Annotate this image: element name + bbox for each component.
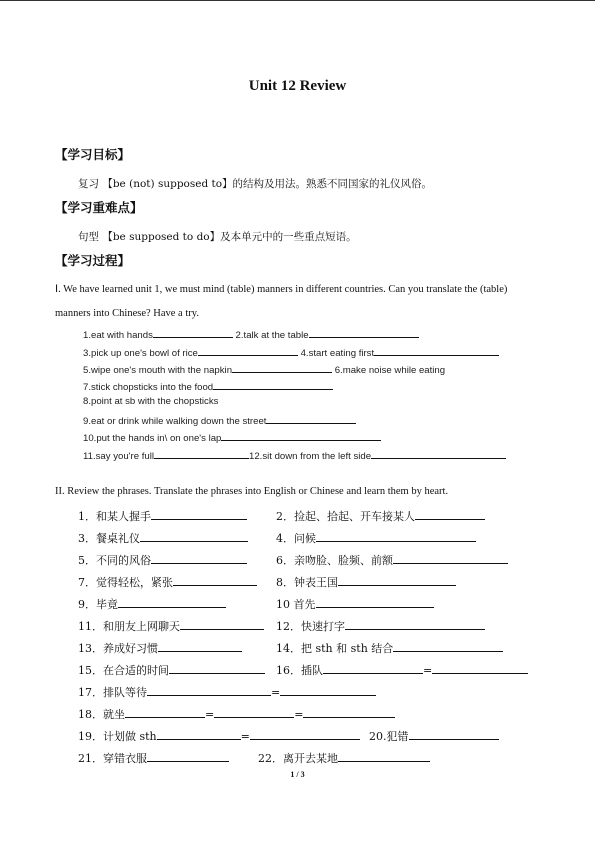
phrase-item: 14．把 sth 和 sth 结合 (276, 640, 503, 656)
answer-blank[interactable] (309, 327, 419, 338)
answer-blank[interactable] (323, 663, 423, 674)
exercise-row: 11.say you're full 12.sit down from the left side (83, 448, 506, 462)
phrase-item: 6．亲吻脸、脸频、前额 (276, 552, 508, 568)
phrase-item: 7．觉得轻松，紧张 (78, 574, 257, 590)
phrase-item: 20.犯错 (369, 728, 499, 744)
phrase-item: 19．计划做 sth = (78, 728, 360, 744)
answer-blank[interactable] (338, 575, 456, 586)
exercise-row: 1.eat with hands 2.talk at the table (83, 327, 419, 341)
answer-blank[interactable] (316, 597, 434, 608)
answer-blank[interactable] (118, 597, 226, 608)
answer-blank[interactable] (280, 685, 376, 696)
phrase-item: 16．插队 = (276, 662, 528, 678)
section-heading-objectives: 【学习目标】 (55, 147, 131, 162)
answer-blank[interactable] (158, 641, 242, 652)
answer-blank[interactable] (214, 707, 294, 718)
answer-blank[interactable] (213, 379, 333, 390)
answer-blank[interactable] (371, 448, 506, 459)
answer-blank[interactable] (198, 345, 298, 356)
answer-blank[interactable] (147, 685, 271, 696)
answer-blank[interactable] (393, 641, 503, 652)
answer-blank[interactable] (221, 430, 381, 441)
exercise-row: 3.pick up one's bowl of rice 4.start eating first (83, 345, 499, 359)
phrase-item: 3．餐桌礼仪 (78, 530, 248, 546)
part2-intro: II. Review the phrases. Translate the phrases into English or Chinese and learn them by heart. (55, 486, 449, 497)
phrase-item: 4．问候 (276, 530, 476, 546)
answer-blank[interactable] (316, 531, 476, 542)
answer-blank[interactable] (393, 553, 508, 564)
phrase-item: 15．在合适的时间 (78, 662, 265, 678)
phrase-item: 9．毕竟 (78, 596, 226, 612)
phrase-item: 17．排队等待 = (78, 684, 376, 700)
phrase-item: 21．穿错衣服 (78, 750, 229, 766)
phrase-item: 12．快速打字 (276, 618, 485, 634)
answer-blank[interactable] (180, 619, 264, 630)
answer-blank[interactable] (266, 413, 356, 424)
answer-blank[interactable] (157, 729, 241, 740)
answer-blank[interactable] (151, 509, 247, 520)
answer-blank[interactable] (303, 707, 395, 718)
answer-blank[interactable] (140, 531, 248, 542)
answer-blank[interactable] (345, 619, 485, 630)
exercise-row: 8.point at sb with the chopsticks (83, 396, 219, 407)
answer-blank[interactable] (338, 751, 430, 762)
answer-blank[interactable] (125, 707, 205, 718)
answer-blank[interactable] (374, 345, 499, 356)
answer-blank[interactable] (173, 575, 257, 586)
answer-blank[interactable] (232, 362, 332, 373)
phrase-item: 5．不同的风俗 (78, 552, 247, 568)
phrase-item: 11．和朋友上网聊天 (78, 618, 264, 634)
exercise-row: 7.stick chopsticks into the food (83, 379, 333, 393)
phrase-item: 10 首先 (276, 596, 434, 612)
answer-blank[interactable] (415, 509, 485, 520)
answer-blank[interactable] (250, 729, 360, 740)
phrase-item: 8．钟表王国 (276, 574, 456, 590)
exercise-row: 9.eat or drink while walking down the street (83, 413, 356, 427)
answer-blank[interactable] (409, 729, 499, 740)
phrase-item: 13．养成好习惯 (78, 640, 242, 656)
phrase-item: 2．捡起、拾起、开车接某人 (276, 508, 485, 524)
page-number: 1 / 3 (290, 770, 305, 779)
top-rule (0, 0, 595, 1)
section-heading-key-points: 【学习重难点】 (55, 200, 143, 215)
section-heading-process: 【学习过程】 (55, 253, 131, 268)
objectives-text: 复习 【be (not) supposed to】的结构及用法。熟悉不同国家的礼仪风俗。 (78, 178, 433, 190)
exercise-row: 5.wipe one's mouth with the napkin 6.make noise while eating (83, 362, 445, 376)
phrase-item: 18．就坐 = = (78, 706, 395, 722)
exercise-row: 10.put the hands in\ on one's lap (83, 430, 381, 444)
phrase-item: 22．离开去某地 (258, 750, 430, 766)
answer-blank[interactable] (169, 663, 265, 674)
page-title: Unit 12 Review (248, 78, 347, 94)
part1-intro: Ⅰ. We have learned unit 1, we must mind (table) manners in different countries. Can you translate the (table) manners into Chinese? Have a try. (55, 284, 508, 319)
phrase-item: 1．和某人握手 (78, 508, 247, 524)
answer-blank[interactable] (154, 448, 249, 459)
answer-blank[interactable] (432, 663, 528, 674)
answer-blank[interactable] (153, 327, 233, 338)
key-points-text: 句型 【be supposed to do】及本单元中的一些重点短语。 (78, 231, 357, 243)
answer-blank[interactable] (147, 751, 229, 762)
answer-blank[interactable] (151, 553, 247, 564)
